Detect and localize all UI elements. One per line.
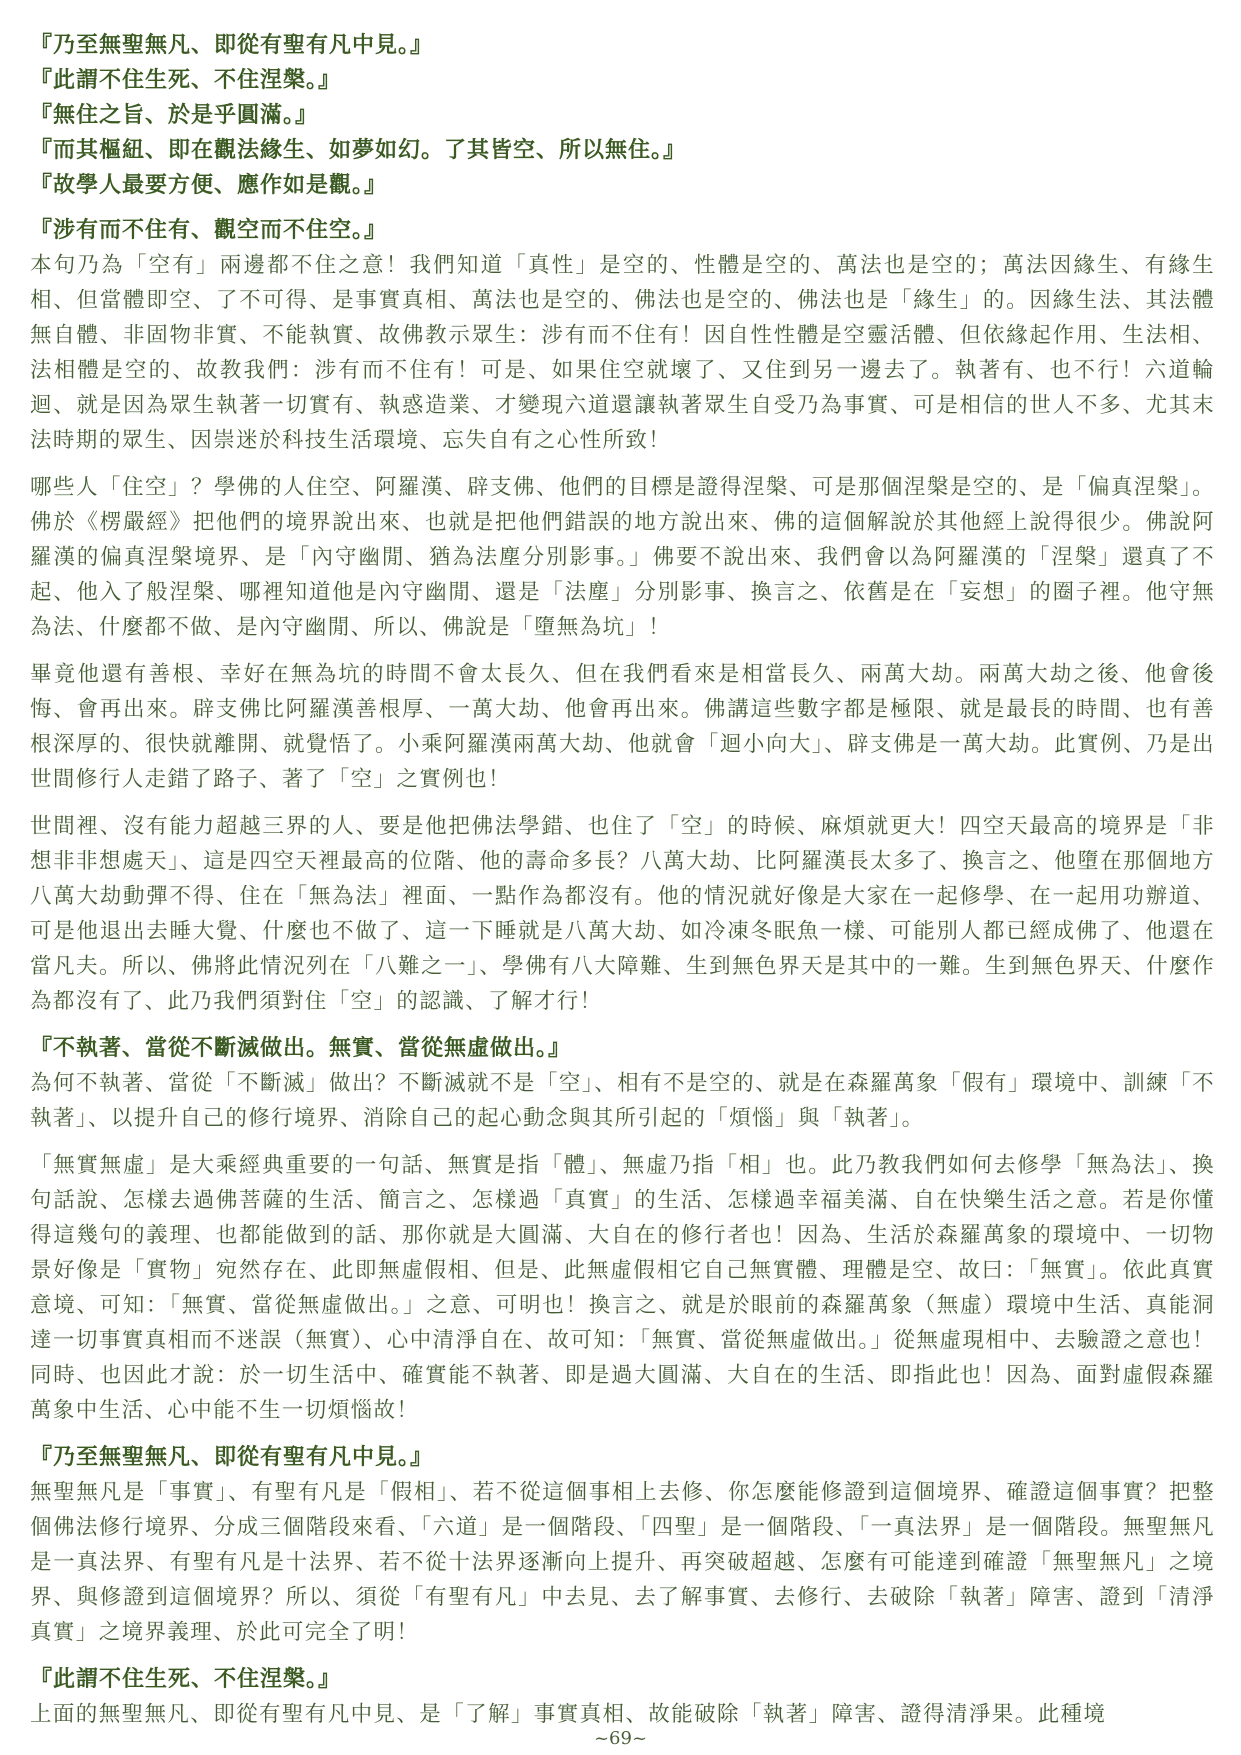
paragraph: 上面的無聖無凡、即從有聖有凡中見、是「了解」事實真相、故能破除「執著」障害、證得清淨果。此種境 <box>30 1702 1107 1727</box>
section-heading: 『不執著、當從不斷滅做出。無實、當從無虛做出。』 <box>30 1036 572 1061</box>
intro-quote: 『而其樞紐、即在觀法緣生、如夢如幻。了其皆空、所以無住。』 <box>30 138 687 163</box>
page-number: ~69~ <box>593 1728 648 1749</box>
intro-quote: 『此謂不住生死、不住涅槃。』 <box>30 68 342 93</box>
paragraph: 「無實無虛」是大乘經典重要的一句話、無實是指「體」、無虛乃指「相」也。此乃教我們如何去修學「無為法」、換句話說、怎樣去過佛菩薩的生活、簡言之、怎樣過「真實」的生活、怎樣過幸福美滿、自在快樂生活之意。若是你懂得這幾句的義理、也都能做到的話、那你就是大圓滿、大自在的修行者也！因為、生活於森羅萬象的環境中、一切物景好像是「實物」宛然存在、此即無虛假相、但是、此無虛假相它自己無實體、理體是空、故曰：「無實」。依此真實意境、可知：「無實、當從無虛做出。」之意、可明也！換言之、就是於眼前的森羅萬象（無虛）環境中生活、真能洞達一切事實真相而不迷誤（無實）、心中清淨自在、故可知：「無實、當從無虛做出。」從無虛現相中、去驗證之意也！同時、也因此才說：於一切生活中、確實能不執著、即是過大圓滿、大自在的生活、即指此也！因為、面對虛假森羅萬象中生活、心中能不生一切煩惱故！ <box>30 1153 1215 1423</box>
intro-quotes <box>30 28 1215 203</box>
section-heading: 『涉有而不住有、觀空而不住空。』 <box>30 218 388 243</box>
section-heading: 『此謂不住生死、不住涅槃。』 <box>30 1667 342 1692</box>
intro-quote: 『乃至無聖無凡、即從有聖有凡中見。』 <box>30 33 434 58</box>
paragraph: 畢竟他還有善根、幸好在無為坑的時間不會太長久、但在我們看來是相當長久、兩萬大劫。兩萬大劫之後、他會後悔、會再出來。辟支佛比阿羅漢善根厚、一萬大劫、他會再出來。佛講這些數字都是極限、就是最長的時間、也有善根深厚的、很快就離開、就覺悟了。小乘阿羅漢兩萬大劫、他就會「迴小向大」、辟支佛是一萬大劫。此實例、乃是出世間修行人走錯了路子、著了「空」之實例也！ <box>30 662 1215 792</box>
paragraph: 本句乃為「空有」兩邊都不住之意！我們知道「真性」是空的、性體是空的、萬法也是空的；萬法因緣生、有緣生相、但當體即空、了不可得、是事實真相、萬法也是空的、佛法也是空的、佛法也是「緣生」的。因緣生法、其法體無自體、非固物非實、不能執實、故佛教示眾生：涉有而不住有！因自性性體是空靈活體、但依緣起作用、生法相、法相體是空的、故教我們：涉有而不住有！可是、如果住空就壞了、又住到另一邊去了。執著有、也不行！六道輪迴、就是因為眾生執著一切實有、執惑造業、才變現六道還讓執著眾生自受乃為事實、可是相信的世人不多、尤其末法時期的眾生、因崇迷於科技生活環境、忘失自有之心性所致！ <box>30 253 1215 453</box>
section-3 <box>30 1440 1215 1650</box>
paragraph: 哪些人「住空」？學佛的人住空、阿羅漢、辟支佛、他們的目標是證得涅槃、可是那個涅槃是空的、是「偏真涅槃」。佛於《楞嚴經》把他們的境界說出來、也就是把他們錯誤的地方說出來、佛的這個解說於其他經上說得很少。佛說阿羅漢的偏真涅槃境界、是「內守幽閒、猶為法塵分別影事。」佛要不說出來、我們會以為阿羅漢的「涅槃」還真了不起、他入了般涅槃、哪裡知道他是內守幽閒、還是「法塵」分別影事、換言之、依舊是在「妄想」的圈子裡。他守無為法、什麼都不做、是內守幽閒、所以、佛說是「墮無為坑」！ <box>30 475 1215 640</box>
section-2 <box>30 1031 1215 1428</box>
paragraph: 無聖無凡是「事實」、有聖有凡是「假相」、若不從這個事相上去修、你怎麼能修證到這個境界、確證這個事實？把整個佛法修行境界、分成三個階段來看、「六道」是一個階段、「四聖」是一個階段、「一真法界」是一個階段。無聖無凡是一真法界、有聖有凡是十法界、若不從十法界逐漸向上提升、再突破超越、怎麼有可能達到確證「無聖無凡」之境界、與修證到這個境界？所以、須從「有聖有凡」中去見、去了解事實、去修行、去破除「執著」障害、證到「清淨真實」之境界義理、於此可完全了明！ <box>30 1480 1215 1645</box>
intro-quote: 『無住之旨、於是乎圓滿。』 <box>30 103 319 128</box>
paragraph: 世間裡、沒有能力超越三界的人、要是他把佛法學錯、也住了「空」的時候、麻煩就更大！四空天最高的境界是「非想非非想處天」、這是四空天裡最高的位階、他的壽命多長？八萬大劫、比阿羅漢長太多了、換言之、他墮在那個地方八萬大劫動彈不得、住在「無為法」裡面、一點作為都沒有。他的情況就好像是大家在一起修學、在一起用功辦道、可是他退出去睡大覺、什麼也不做了、這一下睡就是八萬大劫、如冷凍冬眠魚一樣、可能別人都已經成佛了、他還在當凡夫。所以、佛將此情況列在「八難之一」、學佛有八大障難、生到無色界天是其中的一難。生到無色界天、什麼作為都沒有了、此乃我們須對住「空」的認識、了解才行！ <box>30 814 1215 1014</box>
section-1 <box>30 213 1215 1019</box>
document-page <box>30 28 1215 1744</box>
intro-quote: 『故學人最要方便、應作如是觀。』 <box>30 173 388 198</box>
section-heading: 『乃至無聖無凡、即從有聖有凡中見。』 <box>30 1445 434 1470</box>
paragraph: 為何不執著、當從「不斷滅」做出？不斷滅就不是「空」、相有不是空的、就是在森羅萬象「假有」環境中、訓練「不執著」、以提升自己的修行境界、消除自己的起心動念與其所引起的「煩惱」與「執著」。 <box>30 1071 1215 1131</box>
section-4 <box>30 1662 1215 1732</box>
